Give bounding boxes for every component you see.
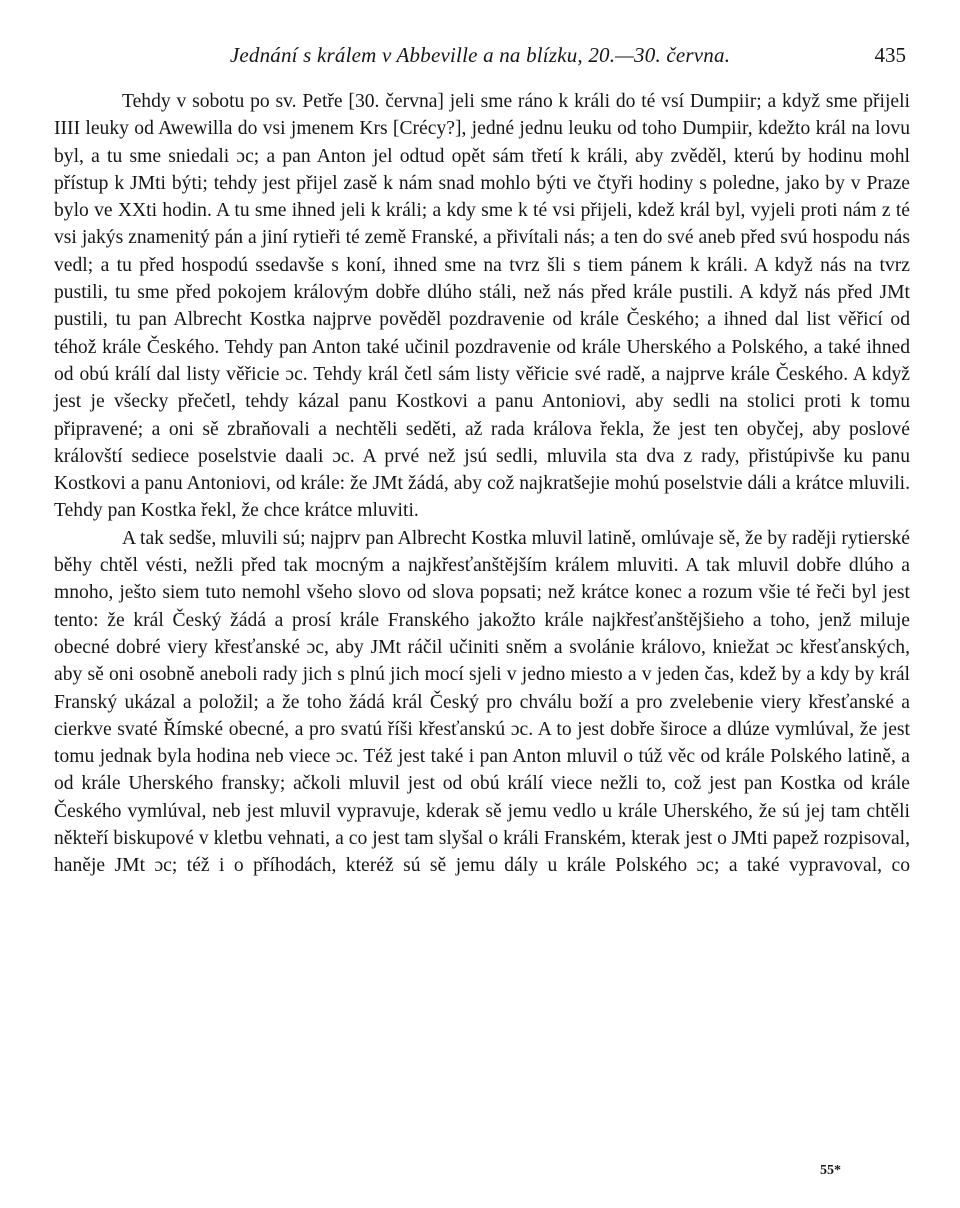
paragraph-2: A tak sedše, mluvili sú; najprv pan Albrecht Kostka mluvil latině, omlúvaje sě, že by raději rytierské běhy chtěl vésti, nežli před tak mocným a najkřesťanštějším králem mluviti. A tak mluvil dobře dlúho a mnoho, ješto siem tuto nemohl všeho slovo od slova popsati; než krátce konec a rozum všie té řeči byl jest tento: že král Český žádá a prosí krále Franského jakožto krále najkřesťanštějšieho a toho, jenž miluje obecné dobré viery křesťanské ɔc, aby JMt ráčil učiniti sněm a svolánie královo, kniežat ɔc křesťanských, aby sě oni osobně aneboli rady jich s plnú jich mocí sjeli v jedno miesto a v jeden čas, kdež by a kdy by král Franský ukázal a položil; a že toho žádá král Český pro chválu boží a pro zvelebenie viery křesťanské a cierkve svaté Římské obecné, a pro svatú říši křesťanskú ɔc. A to jest dobře široce a dlúze vymlúval, že jest tomu jednak byla hodina neb viece ɔc. Též jest také i pan Anton mluvil o túž věc od krále Polského latině, a od krále Uherského fransky; ačkoli mluvil jest od obú králí viece nežli to, což jest pan Kostka od krále Českého vymlúval, neb jest mluvil vypravuje, kderak sě jemu vedlo u krále Uherského, že sú jej tam chtěli někteří biskupové v kletbu vehnati, a co jest tam slyšal o králi Franském, kterak jest o JMti papež rozpisoval, haněje JMt ɔc; též i o příhodách, kteréž sú sě jemu dály u krále Polského ɔc; a také vypravoval, co (54, 527, 910, 877)
paragraph-1: Tehdy v sobotu po sv. Petře [30. června] jeli sme ráno k králi do té vsí Dumpiir; a když sme přijeli IIII leuky od Awewilla do vsi jmenem Krs [Crécy?], jedné jednu leuku od toho Dumpiir, kdežto král na lovu byl, a tu sme sniedali ɔc; a pan Anton jel odtud opět sám třetí k králi, aby zvěděl, kterú by hodinu mohl přístup k JMti býti; tehdy jest přijel zasě k nám snad mohlo býti ve čtyři hodiny s poledne, jako by v Praze bylo ve XXti hodin. A tu sme ihned jeli k králi; a kdy sme k té vsi přijeli, kdež král byl, vyjeli proti nám z té vsi jakýs znamenitý pán a jiní rytieři té země Franské, a přivítali nás; a ten do své aneb před svú hospodu nás vedl; a tu před hospodú ssedavše s koní, ihned sme na tvrz šli s tiem pánem k králi. A když nás na tvrz pustili, tu sme před pokojem královým dobře dlúho stáli, než nás před krále pustili. A když nás před JMt pustili, tu pan Albrecht Kostka najprve pověděl pozdravenie od krále Českého; a ihned dal list věřicí od téhož krále Českého. Tehdy pan Anton také učinil pozdravenie od krále Uherského a Polského, a také ihned od obú králí dal listy věřicie ɔc. Tehdy král četl sám listy věřicie své radě, a najprve krále Českého. A když jest je všecky přečetl, tehdy kázal panu Kostkovi a panu Antoniovi, aby sedli na stolici proti k tomu připravené; a oni sě zbraňovali a nechtěli seděti, až rada králova řekla, že jest ten obyčej, aby poslové královští sediece poselstvie daali ɔc. A prvé než jsú sedli, mluvila sta dva z rady, přistúpivše ku panu Kostkovi a panu Antoniovi, od krále: že JMt žádá, aby což najkratšejie mohú poselstvie dáli a krátce mluvili. Tehdy pan Kostka řekl, že chce krátce mluviti. (54, 91, 910, 522)
signature-mark: 55* (820, 1163, 841, 1178)
main-text (54, 88, 910, 880)
page-number: 435 (874, 43, 906, 67)
running-title: Jednání s králem v Abbeville a na blízku, 20.—30. června. (229, 43, 731, 67)
running-head (54, 40, 906, 70)
